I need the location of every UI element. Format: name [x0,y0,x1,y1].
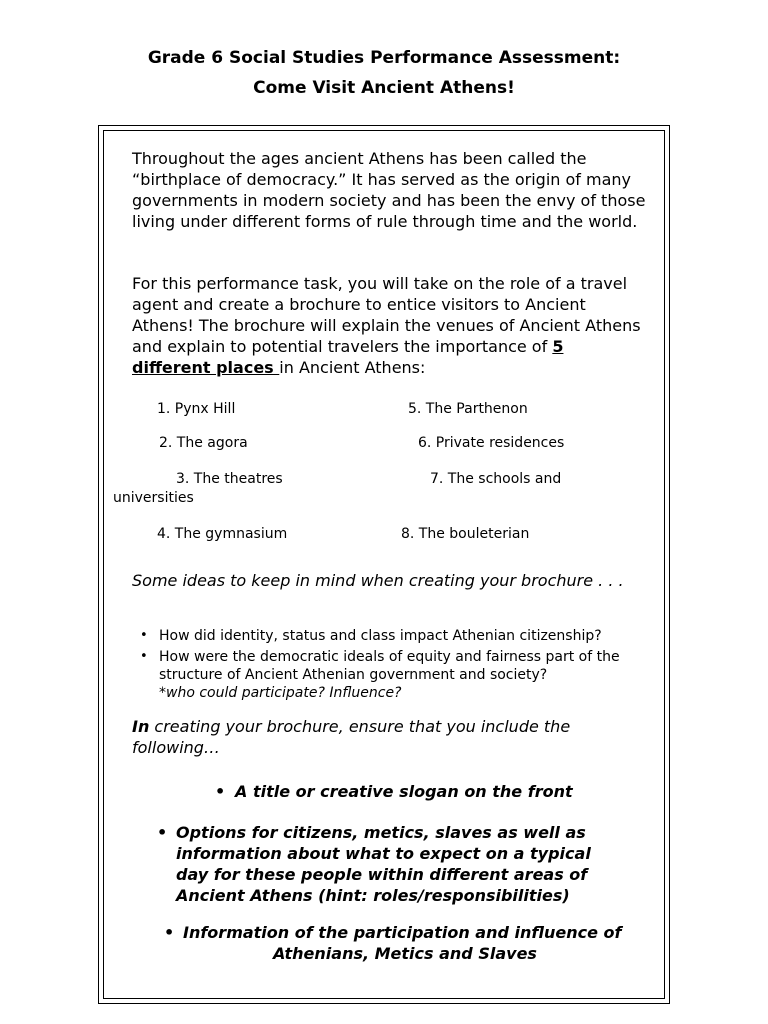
requirement-item [215,781,635,802]
bullet-icon: • [215,782,226,801]
ideas-bullet-note: *who could participate? Influence? [159,685,402,701]
place-item: 5. The Parthenon [408,401,528,417]
task-paragraph [132,273,647,378]
bullet-icon: • [164,923,175,942]
task-text: For this performance task, you will take on the role of a travel agent and create a brochure to entice visitors to Ancient Athens! The brochure will explain the venues of Ancient Athens and explain to potential travelers the importance of [132,274,641,356]
requirement-text: Options for citizens, metics, slaves as well as information about what to expect on a typical day for these people within different areas of Ancient Athens (hint: roles/responsibilities) [176,823,591,905]
requirement-item [164,922,644,943]
intro-paragraph: Throughout the ages ancient Athens has been called the “birthplace of democracy.” It has served as the origin of many governments in modern society and has been the envy of those living under different forms of rule through time and the world. [132,149,646,231]
task-emphasis: 5 different places [132,337,564,377]
ideas-heading: Some ideas to keep in mind when creating your brochure . . . [132,571,624,590]
requirements-heading-text: creating your brochure, ensure that you include the following… [132,717,571,757]
requirement-text: A title or creative slogan on the front [235,782,573,801]
ideas-bullet [140,627,660,645]
place-item: 1. Pynx Hill [157,401,236,417]
bullet-icon: • [157,823,168,842]
place-item: 6. Private residences [418,435,565,451]
ideas-bullet [140,648,660,704]
ideas-bullet-text [159,648,654,702]
place-item: 3. The theatres [176,471,283,487]
place-item: 8. The bouleterian [401,526,530,542]
place-item: 2. The agora [159,435,248,451]
requirement-text: Information of the participation and influence of [183,923,622,942]
requirement-text-continued: Athenians, Metics and Slaves [273,944,537,963]
bullet-icon: • [140,628,148,643]
page-title: Grade 6 Social Studies Performance Assessment: [147,48,621,68]
place-item-continued: universities [113,490,194,506]
task-text-end: in Ancient Athens: [279,358,426,377]
requirements-heading-bold: In [132,717,150,736]
requirements-heading [132,716,632,758]
bullet-icon: • [140,649,148,664]
place-item: 4. The gymnasium [157,526,288,542]
place-item: 7. The schools and [430,471,562,487]
ideas-bullet-text: How did identity, status and class impact Athenian citizenship? [159,628,602,644]
page-subtitle: Come Visit Ancient Athens! [253,78,515,98]
requirement-item [157,822,627,906]
ideas-bullet-main: How were the democratic ideals of equity and fairness part of the structure of Ancient Athenian government and society? [159,649,620,683]
